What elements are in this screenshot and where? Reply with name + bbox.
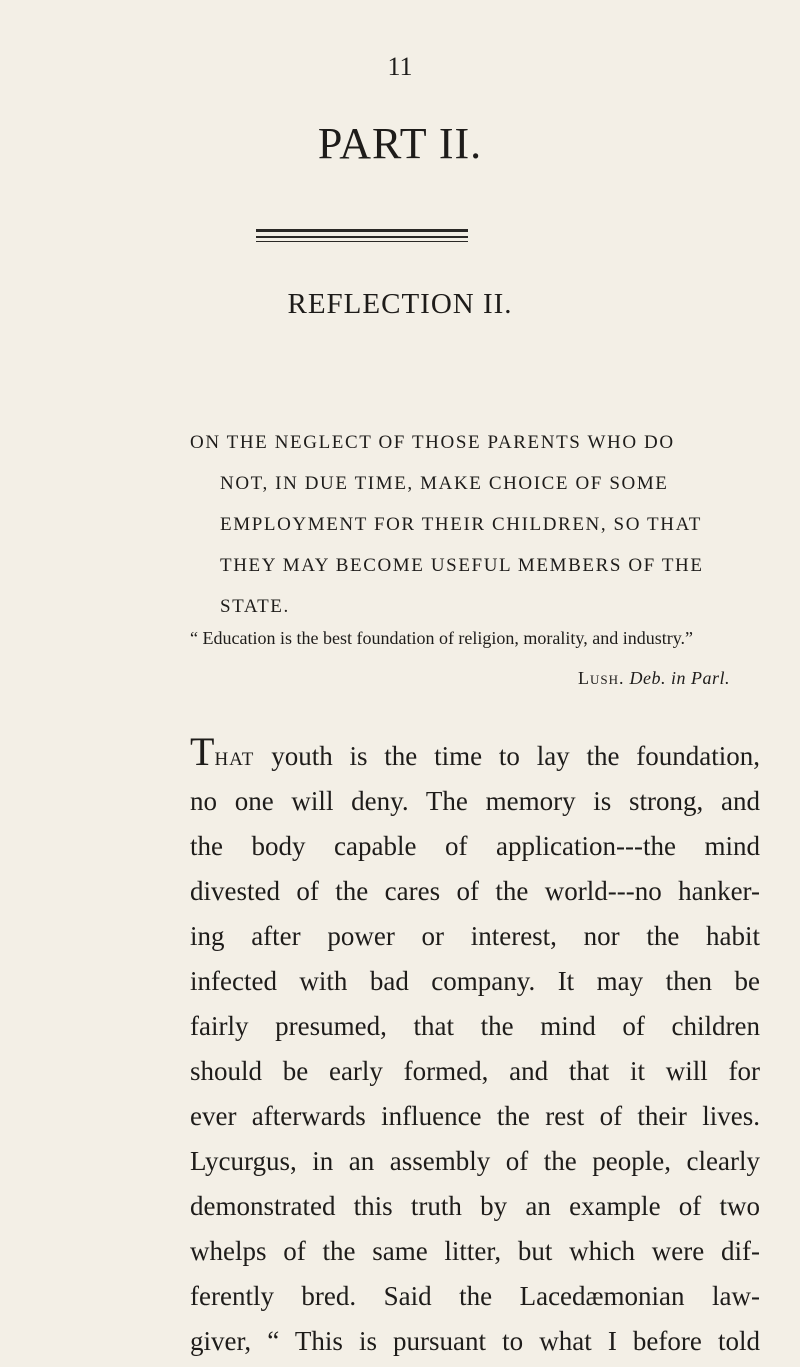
- first-word-rest: hat: [214, 741, 255, 771]
- body-line: ferently bred. Said the Lacedæmonian law-: [190, 1281, 760, 1311]
- epigraph-attribution: [0, 668, 730, 689]
- first-line-rest: youth is the time to lay the foundation,: [254, 741, 760, 771]
- reflection-title: REFLECTION II.: [287, 288, 513, 320]
- drop-cap: T: [190, 729, 215, 774]
- body-line: ever afterwards influence the rest of their lives.: [190, 1101, 760, 1131]
- body-line: demonstrated this truth by an example of two: [190, 1191, 760, 1221]
- body-line: infected with bad company. It may then be: [190, 966, 760, 996]
- reflection-subtitle: [190, 422, 770, 627]
- subtitle-line: ON THE NEGLECT OF THOSE PARENTS WHO DO: [190, 432, 675, 453]
- body-line: divested of the cares of the world---no hanker-: [190, 876, 760, 906]
- subtitle-line: THEY MAY BECOME USEFUL MEMBERS OF THE: [220, 555, 704, 576]
- subtitle-line: NOT, IN DUE TIME, MAKE CHOICE OF SOME: [220, 473, 669, 494]
- body-line: no one will deny. The memory is strong, and: [190, 786, 760, 816]
- body-line: the body capable of application---the mind: [190, 831, 760, 861]
- body-line: ing after power or interest, nor the habit: [190, 921, 760, 951]
- body-line: should be early formed, and that it will for: [190, 1056, 760, 1086]
- epigraph-quote: “ Education is the best foundation of religion, morality, and industry.”: [190, 628, 694, 648]
- subtitle-line: STATE.: [220, 596, 290, 617]
- body-line: giver, “ This is pursuant to what I before told: [190, 1326, 760, 1356]
- body-line-first: [190, 729, 760, 779]
- part-title: PART II.: [317, 119, 483, 168]
- attribution-author: Lush.: [577, 668, 625, 688]
- attribution-source: Deb. in Parl.: [629, 668, 730, 688]
- decorative-rule: [256, 229, 468, 232]
- body-line: fairly presumed, that the mind of children: [190, 1011, 760, 1041]
- body-paragraph: [190, 729, 760, 1364]
- subtitle-line: EMPLOYMENT FOR THEIR CHILDREN, SO THAT: [220, 514, 702, 535]
- body-line: Lycurgus, in an assembly of the people, clearly: [190, 1146, 760, 1176]
- body-line: whelps of the same litter, but which were dif-: [190, 1236, 760, 1266]
- decorative-rule: [256, 241, 468, 242]
- decorative-rule: [256, 236, 468, 238]
- page-number: 11: [387, 52, 413, 81]
